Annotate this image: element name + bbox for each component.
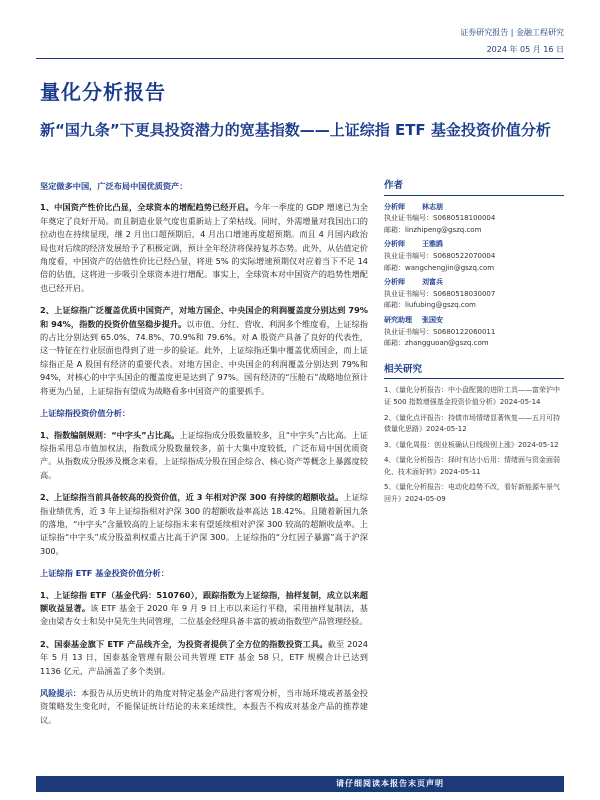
paragraph-3 bbox=[40, 429, 368, 483]
paragraph-6 bbox=[40, 638, 368, 678]
header-divider bbox=[36, 58, 564, 59]
email-label: 邮箱： bbox=[384, 339, 405, 348]
license-number: S0680518030007 bbox=[433, 289, 496, 298]
summary-column bbox=[40, 180, 368, 727]
license-label: 执业证书编号： bbox=[384, 289, 433, 298]
author-entry bbox=[384, 315, 564, 350]
author-entry bbox=[384, 202, 564, 237]
author-email-link[interactable]: zhangguoan@gszq.com bbox=[405, 339, 489, 348]
lead-heading: 坚定做多中国，广泛布局中国优质资产： bbox=[40, 181, 188, 191]
paragraph-2-text: 以市值、分红、营收、利润多个维度看，上证综指的占比分别达到 65.0%、74.8%、70.9%和 79.6%。对 A 股资产具备了良好的代表性，这一特征在行业层面也得到了进一步的验证。此外，上证综指还集中覆盖优质国企，而上证综指正是 A 股国有经济的重要代表。对地方国企、中央国企的利润覆盖分别达到 79%和 94%，对核心的中字头国企的覆盖度更是达到了 97%。国有经济的“压舱石”战略地位预计将更为凸显，上证综指有望成为战略看多中国资产的重要抓手。 bbox=[40, 318, 368, 396]
author-email-link[interactable]: linzhipeng@gszq.com bbox=[405, 225, 482, 234]
author-entry bbox=[384, 277, 564, 312]
related-research bbox=[384, 364, 564, 506]
paragraph-1-text: 今年一季度的 GDP 增速已为全年奠定了良好开局。而且制造业景气度也重新站上了荣枯线。同时，外需增量对我国出口的拉动也在持续显现，继 2 月出口超预期后，4 月出口增速再度超预期。而且 4 月国内政治局也对后续的经济发展给予了积极定调，预计全年经济将保持复苏态势。此外，从估值定价角度看，中国资产的估值性价比已经凸显，将进 5% 的实际增速预期仅对应着当下不足 14 倍的估值，这将进一步吸引全球资本进行增配。事实上，全球资本对中国资产的趋势性增配也已经开启。 bbox=[40, 202, 368, 293]
paragraph-4-text: 上证综指业绩优秀，近 3 年上证综指相对沪深 300 的超额收益率高达 18.42%。且随着新国九条的落地，“中字头”含量较高的上证综指未来有望延续相对沪深 300 较高的超额收益率。上证综指“中字头”成分股盈利权重占比高于沪深 300。上证综指的“分红因子暴露”高于沪深 300。 bbox=[40, 492, 368, 556]
author-name: 林志朋 bbox=[422, 202, 443, 211]
license-label: 执业证书编号： bbox=[384, 214, 433, 223]
paragraph-4-bold: 2、上证综指当前具备较高的投资价值，近 3 年相对沪深 300 有持续的超额收益。 bbox=[40, 492, 344, 503]
license-number: S0680522070004 bbox=[433, 251, 496, 260]
report-title: 新“国九条”下更具投资潜力的宽基指数——上证综指 ETF 基金投资价值分析 bbox=[40, 121, 551, 139]
license-label: 执业证书编号： bbox=[384, 251, 433, 260]
header-category: 证券研究报告 | 金融工程研究 bbox=[460, 28, 564, 37]
paragraph-1-bold: 1、中国资产性价比凸显，全球资本的增配趋势已经开启。 bbox=[40, 202, 254, 213]
email-label: 邮箱： bbox=[384, 225, 405, 234]
related-heading: 相关研究 bbox=[384, 364, 564, 380]
license-number: S0680122060011 bbox=[433, 327, 496, 336]
author-email-link[interactable]: liufubing@gszq.com bbox=[405, 301, 476, 310]
license-label: 执业证书编号： bbox=[384, 327, 433, 336]
header-date: 2024 年 05 月 16 日 bbox=[486, 45, 564, 54]
license-number: S0680518100004 bbox=[433, 214, 496, 223]
paragraph-3-bold: 1、指数编制规则：“中字头”占比高。 bbox=[40, 429, 180, 440]
risk-warning bbox=[40, 687, 368, 727]
related-item[interactable]: 3、《量化周报：创业板确认日线级别上涨》2024-05-12 bbox=[384, 440, 559, 449]
section-heading-index: 上证综指投资价值分析： bbox=[40, 408, 131, 419]
related-item[interactable]: 1、《量化分析报告：中小盘配置的进阶工具——富荣沪中证 500 指数增强基金投资价值分析》2024-05-14 bbox=[384, 386, 560, 406]
related-item[interactable]: 4、《量化分析报告：择时有达小后用：情绪面与资金面弱化、技术面好转》2024-05-11 bbox=[384, 456, 560, 476]
paragraph-5-text: 该 ETF 基金于 2020 年 9 月 9 日上市以来运行平稳，采用抽样复制法，基金由梁杏女士和吴中昊先生共同管理，二位基金经理具备丰富的被动指数型产品管理经验。 bbox=[40, 602, 368, 627]
email-label: 邮箱： bbox=[384, 263, 405, 272]
footer-disclaimer: 请仔细阅读本报告末页声明 bbox=[36, 776, 564, 792]
section-heading-etf: 上证综指 ETF 基金投资价值分析： bbox=[40, 568, 169, 579]
author-role: 研究助理 bbox=[384, 315, 412, 324]
paragraph-2-bold: 2、上证综指广泛覆盖优质中国资产，对地方国企、中央国企的利润覆盖度分别达到 79%和 94%，指数的投资价值坚稳步提升。 bbox=[40, 305, 368, 329]
paragraph-3-text: 上证综指成分股数量较多，且“中字头”占比高。上证综指采用总市值加权法，指数成分股数量较多，前十大集中度较低，广泛布局中国优质资产。从指数成分股涉及概念来看，上证综指成分股在国企综合、核心资产等概念上暴露度较高。 bbox=[40, 429, 368, 480]
risk-warning-text: 本报告从历史统计的角度对特定基金产品进行客观分析，当市场环境或者基金投资策略发生变化时，不能保证统计结论的未来延续性，本报告不构成对基金产品的推荐建议。 bbox=[40, 688, 368, 725]
author-name: 刘富兵 bbox=[422, 278, 443, 287]
paragraph-6-text: 截至 2024 年 5 月 13 日，国泰基金管理有限公司共管理 ETF 基金 58 只，ETF 规模合计已达到 1136 亿元，产品涵盖了多个类别。 bbox=[40, 638, 368, 676]
paragraph-1 bbox=[40, 201, 368, 295]
author-entry bbox=[384, 239, 564, 274]
author-name: 王雅鸥 bbox=[422, 240, 443, 249]
related-item[interactable]: 2、《量化点评报告：持债市场情绪显著恢复——五月可持债量化思路》2024-05-12 bbox=[384, 413, 560, 434]
risk-warning-label: 风险提示： bbox=[40, 688, 81, 698]
related-item[interactable]: 5、《量化分析报告：电动化趋势不改，看好新能源车景气回升》2024-05-09 bbox=[384, 483, 560, 504]
author-role: 分析师 bbox=[384, 240, 405, 249]
email-label: 邮箱： bbox=[384, 301, 405, 310]
paragraph-2 bbox=[40, 304, 368, 398]
paragraph-5-bold: 1、上证综指 ETF（基金代码：510760），跟踪指数为上证综指，抽样复制，成立以来超额收益显著。 bbox=[40, 589, 368, 613]
author-role: 分析师 bbox=[384, 278, 405, 287]
sidebar bbox=[384, 180, 564, 510]
paragraph-6-bold: 2、国泰基金旗下 ETF 产品线齐全，为投资者提供了全方位的指数投资工具。 bbox=[40, 638, 328, 649]
paragraph-4 bbox=[40, 491, 368, 558]
author-name: 张国安 bbox=[422, 315, 443, 324]
paragraph-5 bbox=[40, 589, 368, 629]
authors-heading: 作者 bbox=[384, 180, 564, 196]
author-role: 分析师 bbox=[384, 202, 405, 211]
author-email-link[interactable]: wangchengjin@gszq.com bbox=[405, 263, 495, 272]
report-type: 量化分析报告 bbox=[40, 80, 166, 104]
